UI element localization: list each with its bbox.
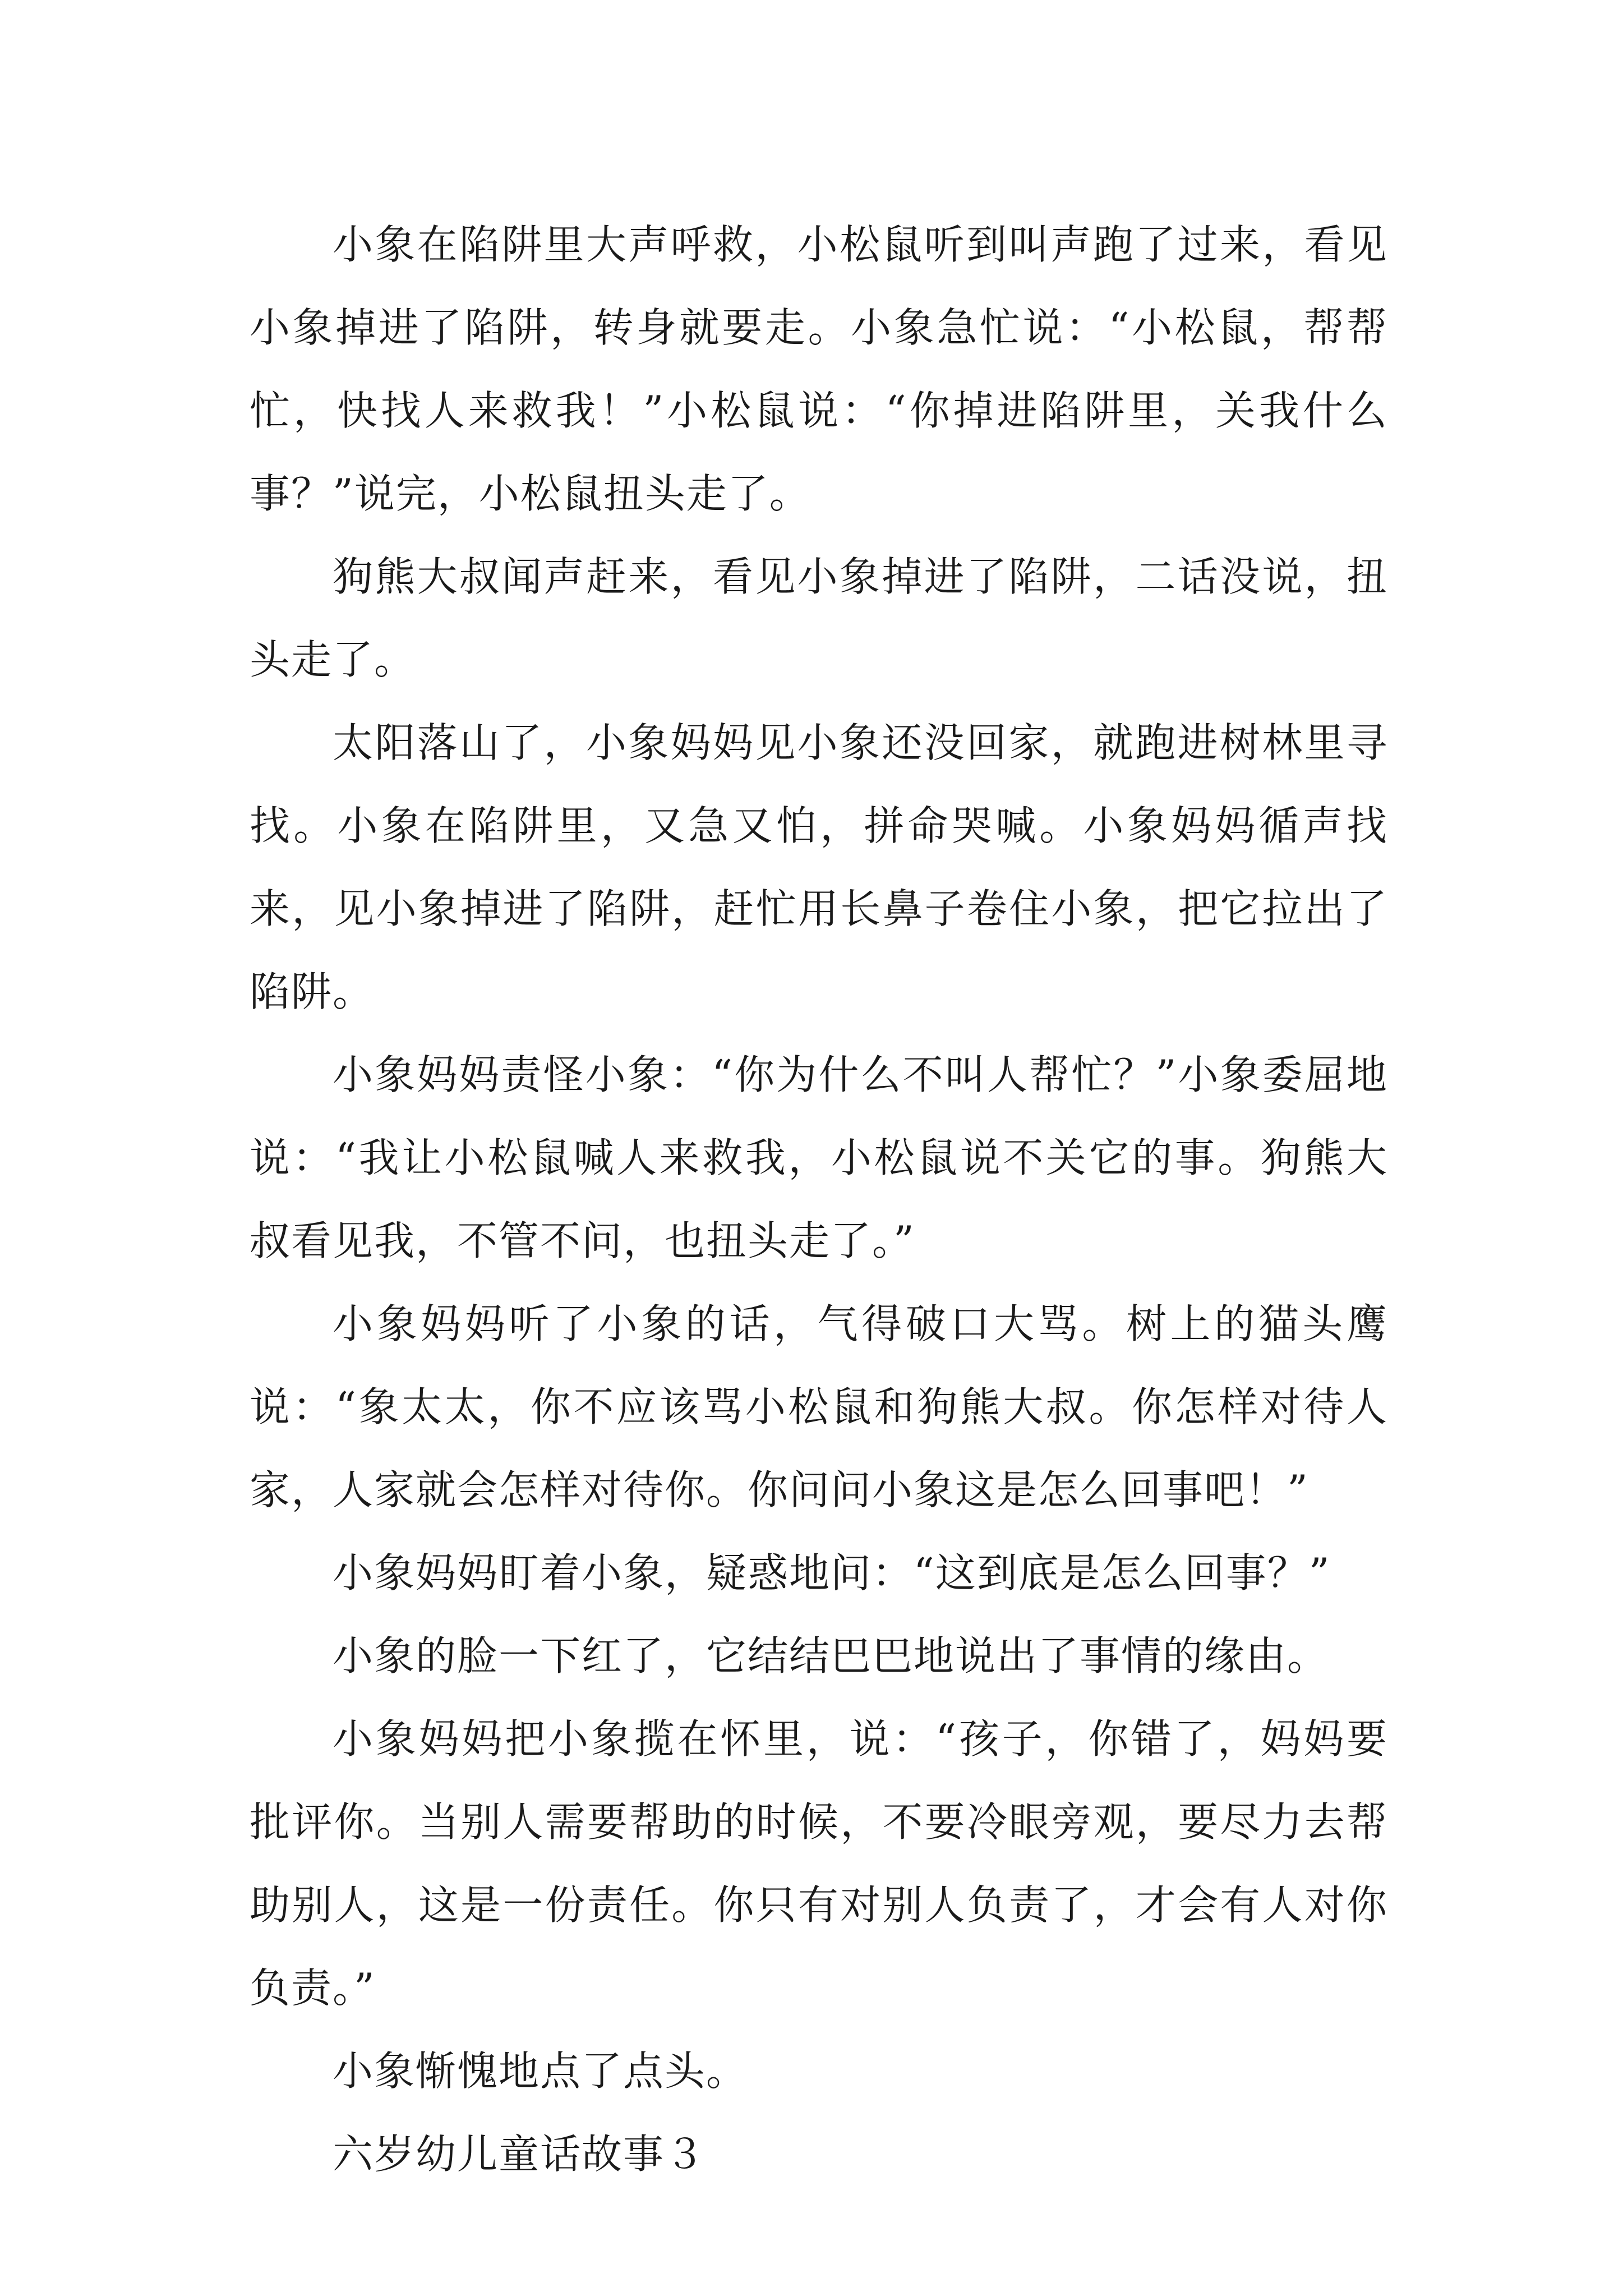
story-text xyxy=(250,203,1388,2196)
paragraph-8: 小象妈妈把小象揽在怀里，说：“孩子，你错了，妈妈要批评你。当别人需要帮助的时候，不要冷眼旁观，要尽力去帮助别人，这是一份责任。你只有对别人负责了，才会有人对你负责。” xyxy=(250,1715,1388,2012)
paragraph-5: 小象妈妈听了小象的话，气得破口大骂。树上的猫头鹰说：“象太太，你不应该骂小松鼠和狗熊大叔。你怎样对待人家，人家就会怎样对待你。你问问小象这是怎么回事吧！” xyxy=(250,1300,1388,1513)
paragraph-9: 小象惭愧地点了点头。 xyxy=(333,2047,748,2095)
paragraph-1: 小象在陷阱里大声呼救，小松鼠听到叫声跑了过来，看见小象掉进了陷阱，转身就要走。小象急忙说：“小松鼠，帮帮忙，快找人来救我！”小松鼠说：“你掉进陷阱里，关我什么事？”说完，小松鼠扭头走了。 xyxy=(250,221,1388,517)
paragraph-6: 小象妈妈盯着小象，疑惑地问：“这到底是怎么回事？” xyxy=(333,1549,1331,1596)
paragraph-2: 狗熊大叔闻声赶来，看见小象掉进了陷阱，二话没说，扭头走了。 xyxy=(250,553,1388,683)
paragraph-4: 小象妈妈责怪小象：“你为什么不叫人帮忙？”小象委屈地说：“我让小松鼠喊人来救我，小松鼠说不关它的事。狗熊大叔看见我，不管不问，也扭头走了。” xyxy=(250,1051,1388,1264)
section-heading: 六岁幼儿童话故事３ xyxy=(333,2131,707,2178)
paragraph-3: 太阳落山了，小象妈妈见小象还没回家，就跑进树林里寻找。小象在陷阱里，又急又怕，拼命哭喊。小象妈妈循声找来，见小象掉进了陷阱，赶忙用长鼻子卷住小象，把它拉出了陷阱。 xyxy=(250,719,1388,1015)
paragraph-7: 小象的脸一下红了，它结结巴巴地说出了事情的缘由。 xyxy=(333,1632,1329,1680)
